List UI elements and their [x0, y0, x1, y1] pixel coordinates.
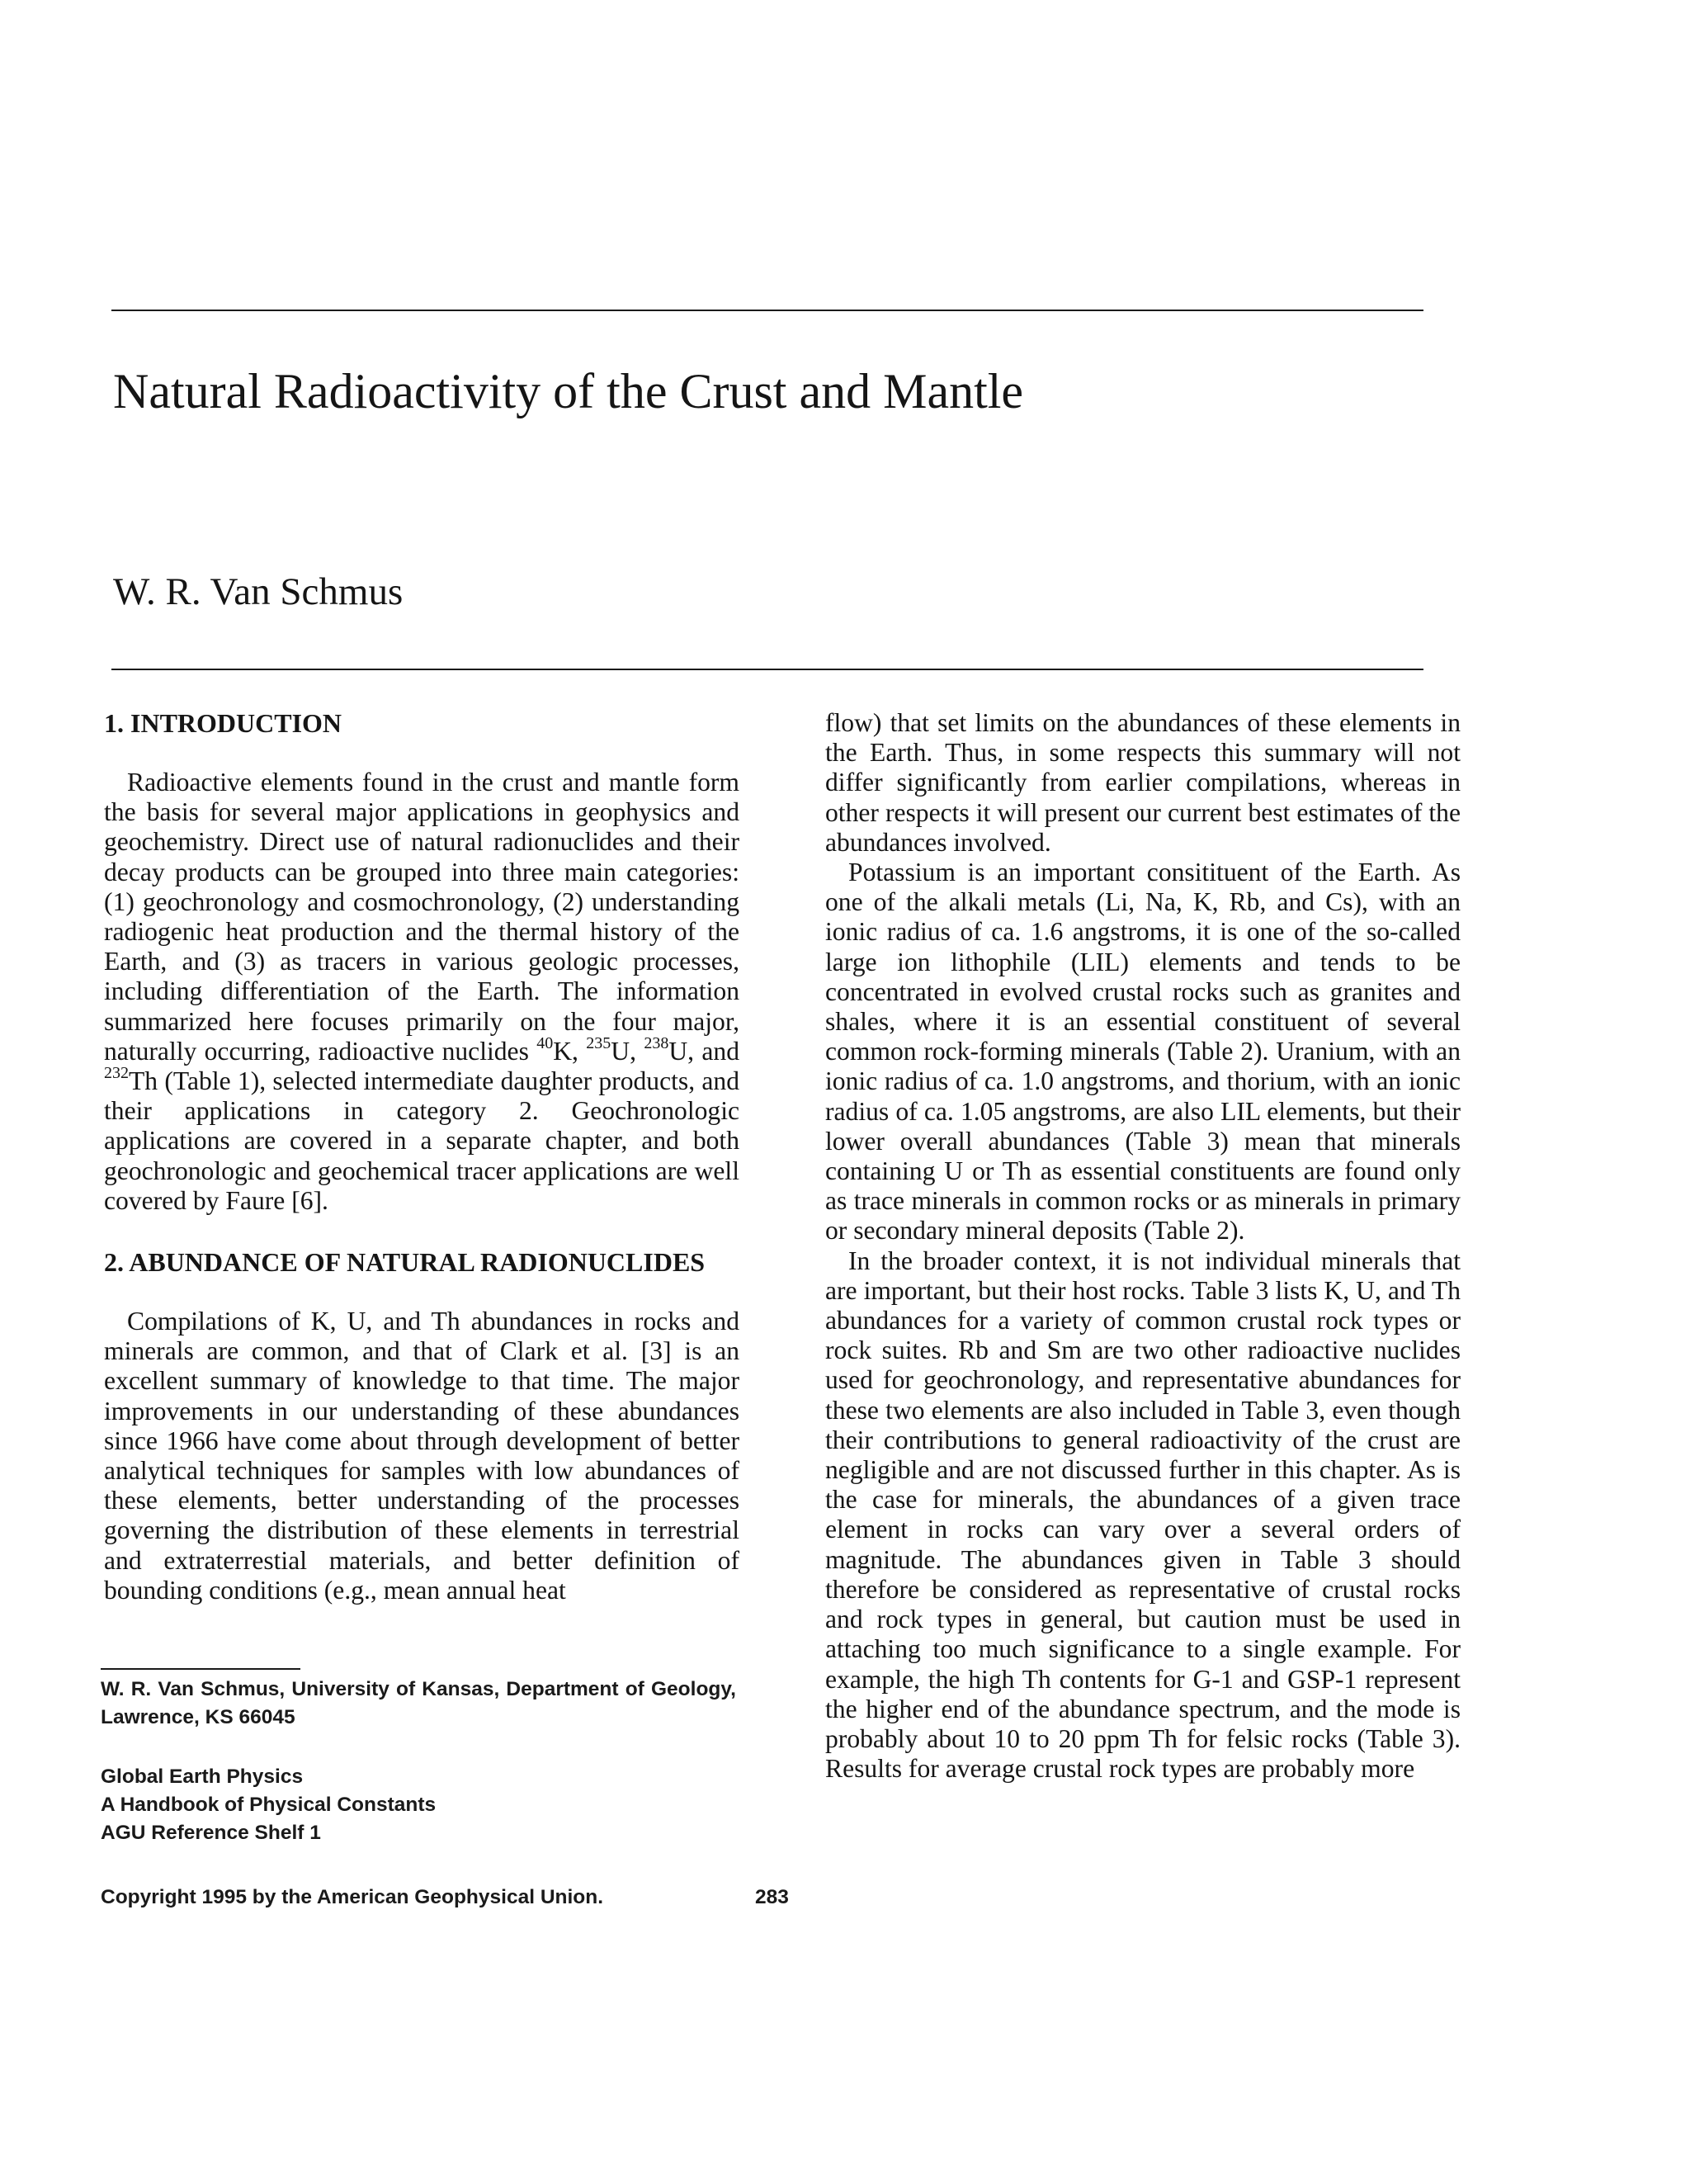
- book-subtitle: A Handbook of Physical Constants: [101, 1794, 437, 1816]
- book-info: [101, 1763, 436, 1847]
- book-series: AGU Reference Shelf 1: [101, 1822, 321, 1844]
- page-number: 283: [755, 1886, 789, 1908]
- article-title: Natural Radioactivity of the Crust and Mantle: [113, 364, 1024, 418]
- section-heading-abundance: 2. ABUNDANCE OF NATURAL RADIONUCLIDES: [104, 1247, 706, 1278]
- right-paragraph-host-rocks: In the broader context, it is not individual minerals that are important, but their host rocks. Table 3 lists K, U, and Th abundances for a variety of common crustal rock types or rock suites. Rb and Sm are two other radioactive nuclides used for geochronology, and representative abundances for these two elements are also included in Table 3, even though their contributions to general radioactivity of the crust are negligible and are not discussed further in this chapter. As is the case for minerals, the abundances of a given trace element in rocks can vary over a several orders of magnitude. The abundances given in Table 3 should therefore be considered as representative of crustal rocks and rock types in general, but caution must be used in attaching too much significance to a single example. For example, the high Th contents for G-1 and GSP-1 represent the higher end of the abundance spectrum, and the mode is probably about 10 to 20 ppm Th for felsic rocks (Table 3). Results for average crustal rock types are probably more: [825, 1246, 1461, 1784]
- left-column: [104, 708, 739, 1605]
- section-heading-introduction: 1. INTRODUCTION: [104, 708, 342, 738]
- right-column: [825, 708, 1461, 1784]
- header-top-rule: [111, 310, 1423, 311]
- right-paragraph-1: flow) that set limits on the abundances of these elements in the Earth. Thus, in some respects this summary will not differ significantly from earlier compilations, whereas in other respects it will present our current best estimates of the abundances involved.: [825, 708, 1461, 857]
- isotope-u235-mass: 235: [586, 1033, 611, 1052]
- isotope-th232-symbol: Th: [129, 1066, 158, 1096]
- introduction-text-end: (Table 1), selected intermediate daughter products, and their applications in category 2. Geochronologic applications are covered in a separate chapter, and both geochronologic and geochemical tracer applications are well covered by Faure [6].: [104, 1066, 739, 1215]
- isotope-k40-symbol: K,: [553, 1036, 587, 1066]
- isotope-u238-symbol: U, and: [668, 1036, 739, 1066]
- isotope-th232-mass: 232: [104, 1064, 129, 1083]
- isotope-k40-mass: 40: [536, 1033, 554, 1052]
- header-bottom-rule: [111, 669, 1423, 670]
- abundance-paragraph: Compilations of K, U, and Th abundances in rocks and minerals are common, and that of Clark et al. [3] is an excellent summary of knowledge to that time. The major improvements in our understanding of these abundances since 1966 have come about through development of better analytical techniques for samples with low abundances of these elements, better understanding of the processes governing the distribution of these elements in terrestrial and extraterrestial materials, and better definition of bounding conditions (e.g., mean annual heat: [104, 1307, 739, 1605]
- introduction-paragraph: [104, 768, 739, 1216]
- copyright-notice: Copyright 1995 by the American Geophysical Union.: [101, 1886, 604, 1908]
- footnote-rule: [101, 1668, 300, 1670]
- right-paragraph-potassium: Potassium is an important consitituent of the Earth. As one of the alkali metals (Li, Na, K, Rb, and Cs), with an ionic radius of ca. 1.6 angstroms, it is one of the so-called large ion lithophile (LIL) elements and tends to be concentrated in evolved crustal rocks such as granites and shales, where it is an essential constituent of several common rock-forming minerals (Table 2). Uranium, with an ionic radius of ca. 1.0 angstroms, and thorium, with an ionic radius of ca. 1.05 angstroms, are also LIL elements, but their lower overall abundances (Table 3) mean that minerals containing U or Th as essential constituents are found only as trace minerals in common rocks or as minerals in primary or secondary mineral deposits (Table 2).: [825, 858, 1461, 1246]
- book-title: Global Earth Physics: [101, 1766, 304, 1788]
- isotope-u235-symbol: U,: [611, 1036, 644, 1066]
- introduction-text-start: Radioactive elements found in the crust and mantle form the basis for several major applications in geophysics and geochemistry. Direct use of natural radionuclides and their decay products can be grouped into three main categories: (1) geochronology and cosmochronology, (2) understanding radiogenic heat production and the thermal history of the Earth, and (3) as tracers in various geologic processes, including differentiation of the Earth. The information summarized here focuses primarily on the four major, naturally occurring, radioactive nuclides: [104, 768, 739, 1066]
- author-affiliation: W. R. Van Schmus, University of Kansas, Department of Geology, Lawrence, KS 66045: [101, 1678, 736, 1728]
- article-author: W. R. Van Schmus: [113, 570, 404, 613]
- isotope-u238-mass: 238: [644, 1033, 669, 1052]
